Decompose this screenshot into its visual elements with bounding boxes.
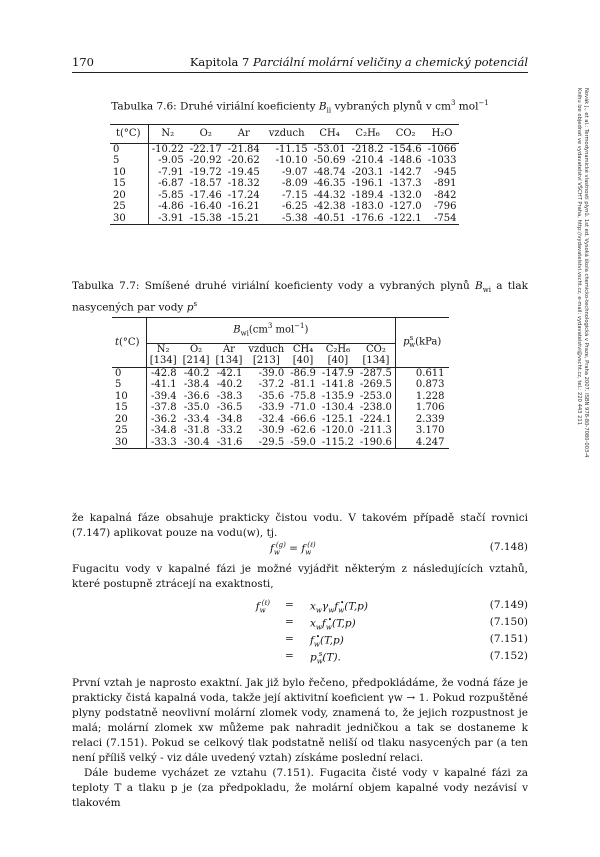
paragraph-2: Fugacitu vody v kapalné fázi je možné vyjádřit některým z následujících vztahů, které postupně ztrácejí na exaktnosti, xyxy=(72,563,528,590)
running-header xyxy=(72,55,528,73)
table-cell: -71.0 xyxy=(290,402,316,414)
table-cell: -125.1 xyxy=(321,413,354,425)
chapter-title: Kapitola 7 Parciální molární veličiny a chemický potenciál xyxy=(189,55,528,69)
t2-group-header: $B_{wi}(cm^3$ mol$^{-1}$) xyxy=(146,318,395,344)
table-cell: -18.57 xyxy=(189,178,222,189)
equation-7-150: = $x_wf_w^•(T,p)$ (7.150) xyxy=(285,616,528,632)
t2-ref-header: [40] xyxy=(327,355,349,367)
table-cell: 2.339 xyxy=(395,414,448,426)
table-cell: 5 xyxy=(110,155,148,167)
t2-ref-header: [213] xyxy=(252,355,280,367)
table-cell: -42.1 xyxy=(216,367,243,379)
table-row xyxy=(112,367,449,379)
table-cell: -7.91 xyxy=(158,166,184,178)
table-cell: -59.0 xyxy=(290,436,316,448)
t2-ref-header: [134] xyxy=(362,355,390,367)
table-cell: -34.8 xyxy=(216,413,243,425)
table-cell: -50.69 xyxy=(313,155,346,166)
eq-number: (7.149) xyxy=(489,599,528,611)
paragraph-1: že kapalná fáze obsahuje prakticky čistou vodu. V takovém případě stačí rovnici (7.147) aplikovat pouze na vodu(w), tj. xyxy=(72,512,528,539)
table-cell: -211.3 xyxy=(359,425,392,437)
table-row xyxy=(112,379,449,391)
table-cell: -122.1 xyxy=(389,212,422,224)
table-row xyxy=(110,213,459,225)
table-cell: -945 xyxy=(434,166,457,178)
equation-7-152: = $p_w^s(T)$. (7.152) xyxy=(285,650,528,666)
t1-col-header: vzduch xyxy=(268,128,305,139)
table-cell: -15.21 xyxy=(227,212,260,224)
table-cell: -754 xyxy=(434,212,457,224)
page-number: 170 xyxy=(72,55,94,69)
table-cell: -224.1 xyxy=(359,413,392,425)
table-cell: -7.15 xyxy=(281,189,308,201)
table-cell: -141.8 xyxy=(321,379,354,391)
table-cell: -31.8 xyxy=(183,425,210,437)
t2-gas-header: N₂ xyxy=(156,343,170,355)
t1-col-header: CH₄ xyxy=(319,128,340,139)
table-7-7 xyxy=(112,317,449,449)
table-cell: 4.247 xyxy=(395,437,448,449)
table-cell: -218.2 xyxy=(351,143,384,155)
table-cell: -38.3 xyxy=(216,390,243,402)
table-cell: -16.40 xyxy=(189,201,222,212)
table-cell: -6.87 xyxy=(158,178,184,189)
table-cell: -86.9 xyxy=(290,367,316,379)
equation-7-148: $f_w^{(g)} = f_w^{(\ell)}$ (7.148) xyxy=(270,541,528,557)
table-cell: -4.86 xyxy=(158,201,184,212)
table-cell: -66.6 xyxy=(290,413,316,425)
table1-caption: Tabulka 7.6: Druhé viriální koeficienty $B_{ii}$ vybraných plynů v $cm^3$ mol$^{-1}$ xyxy=(111,99,489,115)
table-cell: -269.5 xyxy=(359,379,392,391)
t2-ref-header: [40] xyxy=(292,355,314,367)
eq-number: (7.151) xyxy=(489,633,528,645)
table-cell: -38.4 xyxy=(183,379,210,391)
table-cell: -842 xyxy=(434,189,457,201)
table-cell: -127.0 xyxy=(389,201,422,212)
table-cell: -16.21 xyxy=(227,201,260,212)
table-cell: 1.228 xyxy=(395,391,448,403)
table-cell: -22.17 xyxy=(189,143,222,155)
side-note-line-1: Novák J., et al.: Termodynamické vlastnosti plynů. 1st ed. Vysoká škola chemicko-technologická v Praze, Praha 2007. ISBN 978-80-7080-003-4 xyxy=(583,88,589,458)
table-cell: 15 xyxy=(112,402,146,414)
table-cell: -1033 xyxy=(427,155,457,166)
table-cell: -120.0 xyxy=(321,425,354,437)
table-cell: -32.4 xyxy=(258,413,285,425)
table-cell: 5 xyxy=(112,379,146,391)
t2-ref-header: [134] xyxy=(149,355,177,367)
table-cell: 25 xyxy=(112,425,146,437)
table-row xyxy=(110,201,459,213)
table-cell: -35.0 xyxy=(183,402,210,414)
table-cell: 0.611 xyxy=(395,367,448,379)
table-cell: -18.32 xyxy=(227,178,260,189)
table-cell: 30 xyxy=(110,213,148,225)
table-row xyxy=(110,167,459,179)
table-cell: -36.2 xyxy=(150,413,177,425)
table-cell: 0.873 xyxy=(395,379,448,391)
table-cell: 20 xyxy=(110,190,148,202)
table-cell: -115.2 xyxy=(321,436,354,448)
table-cell: -796 xyxy=(434,201,457,212)
paragraph-4: Dále budeme vycházet ze vztahu (7.151). Fugacita čisté vody v kapalné fázi za teploty T a tlaku p je (za předpokladu, že molární objem kapalné vody nezávisí v tlakovém xyxy=(72,767,528,809)
side-note-line-2: Knihu lze objednat ve vydavatelství VŠCHT Praha, http://vydavatelstvi.vscht.cz, e-mail: vydavatelstvi@vscht.cz, tel.: 220 443 211 xyxy=(576,88,582,426)
table-row xyxy=(112,391,449,403)
table-cell: -48.74 xyxy=(313,166,346,178)
table-cell: -36.6 xyxy=(183,390,210,402)
table-cell: 20 xyxy=(112,414,146,426)
table-cell: -46.35 xyxy=(313,178,346,189)
table-cell: -130.4 xyxy=(321,402,354,414)
paragraph-3: První vztah je naprosto exaktní. Jak již bylo řečeno, předpokládáme, že vodná fáze je prakticky čistá kapalná voda, takže její aktivitní koeficient γw → 1. Pokud rozpuštěné plyny podstatně neovlivní molární zlomek vody, znamená to, že jejich rozpustnost je malá; molární zlomek xw můžeme pak nahradit jedničkou a tak se dostaneme k relaci (7.151). Pokud se celkový tlak podstatně neliší od tlaku nasycených par (a ten není příliš velký - viz dále uvedený vztah) získáme poslední relaci. xyxy=(72,677,528,764)
table-row xyxy=(112,402,449,414)
table-cell: -44.32 xyxy=(313,189,346,201)
t2-gas-header: C₂H₆ xyxy=(325,343,351,355)
t1-col-header: Ar xyxy=(237,128,250,139)
table-cell: 10 xyxy=(112,391,146,403)
table-cell: -148.6 xyxy=(389,155,422,166)
table-cell: -3.91 xyxy=(158,212,184,224)
table-cell: -137.3 xyxy=(389,178,422,189)
table-cell: -891 xyxy=(434,178,457,189)
table-cell: -62.6 xyxy=(290,425,316,437)
table-cell: -147.9 xyxy=(321,367,354,379)
t2-gas-header: CO₂ xyxy=(365,343,386,355)
table-row xyxy=(110,143,459,155)
table-cell: -40.51 xyxy=(313,212,346,224)
table-cell: -8.09 xyxy=(281,178,308,189)
table-cell: -33.4 xyxy=(183,413,210,425)
t2-head-t: t(°C) xyxy=(112,318,146,368)
table-cell: -19.45 xyxy=(227,166,260,178)
table-row xyxy=(110,178,459,190)
t2-ref-header: [134] xyxy=(215,355,243,367)
eq-number: (7.148) xyxy=(489,541,528,553)
table-cell: -42.8 xyxy=(150,367,177,379)
table-cell: -132.0 xyxy=(389,189,422,201)
table-cell: -9.07 xyxy=(281,166,308,178)
eq-number: (7.150) xyxy=(489,616,528,628)
table-cell: -36.5 xyxy=(216,402,243,414)
table-cell: 3.170 xyxy=(395,425,448,437)
side-note xyxy=(565,88,595,648)
table-cell: -287.5 xyxy=(359,367,392,379)
table-cell: -20.62 xyxy=(227,155,260,166)
table-cell: 25 xyxy=(110,201,148,213)
table-cell: -17.46 xyxy=(189,189,222,201)
table-cell: -203.1 xyxy=(351,166,384,178)
equation-7-151: = $f_w^•(T,p)$ (7.151) xyxy=(285,633,528,649)
t2-head-psat: $p^s_w(kPa)$ xyxy=(395,318,448,368)
t1-col-header: C₂H₆ xyxy=(355,128,380,139)
table-cell: -39.4 xyxy=(150,390,177,402)
table-cell: -35.6 xyxy=(258,390,285,402)
table-cell: -9.05 xyxy=(158,155,184,166)
table-cell: -189.4 xyxy=(351,189,384,201)
table-row xyxy=(112,414,449,426)
table-cell: -154.6 xyxy=(389,143,422,155)
table-cell: -20.92 xyxy=(189,155,222,166)
table-row xyxy=(112,437,449,449)
table-cell: -210.4 xyxy=(351,155,384,166)
table-cell: -40.2 xyxy=(183,367,210,379)
table-cell: -17.24 xyxy=(227,189,260,201)
table-cell: -81.1 xyxy=(290,379,316,391)
table-cell: -1066 xyxy=(427,143,457,155)
table-cell: -39.0 xyxy=(258,367,285,379)
table-cell: -31.6 xyxy=(216,436,243,448)
t1-col-header: H₂O xyxy=(431,128,453,139)
table-cell: -10.10 xyxy=(275,155,308,166)
table-cell: -37.8 xyxy=(150,402,177,414)
table-cell: -29.5 xyxy=(258,436,285,448)
table-cell: -19.72 xyxy=(189,166,222,178)
table-cell: -40.2 xyxy=(216,379,243,391)
eq-number: (7.152) xyxy=(489,650,528,662)
table-cell: -30.9 xyxy=(258,425,285,437)
table-cell: -30.4 xyxy=(183,436,210,448)
table-cell: -10.22 xyxy=(151,143,184,155)
table-row xyxy=(112,425,449,437)
table-cell: -5.38 xyxy=(281,212,308,224)
table-row xyxy=(110,190,459,202)
table-cell: 1.706 xyxy=(395,402,448,414)
table-cell: -238.0 xyxy=(359,402,392,414)
table-cell: -33.3 xyxy=(150,436,177,448)
table-cell: -253.0 xyxy=(359,390,392,402)
table-cell: -33.2 xyxy=(216,425,243,437)
table-cell: 0 xyxy=(112,367,146,379)
t1-col-header: O₂ xyxy=(199,128,212,139)
table-row xyxy=(110,155,459,167)
table-cell: -6.25 xyxy=(281,201,308,212)
t1-col-header: t(°C) xyxy=(110,125,148,144)
table-cell: 15 xyxy=(110,178,148,190)
table-cell: -75.8 xyxy=(290,390,316,402)
table-cell: 0 xyxy=(110,143,148,155)
t2-ref-header: [214] xyxy=(182,355,210,367)
equation-7-149: $f_w^{(\ell)}$ = $x_w\gamma_wf_w^•(T,p)$ (7.149) xyxy=(255,599,528,615)
table-cell: -142.7 xyxy=(389,166,422,178)
table-7-6 xyxy=(110,124,459,225)
table-cell: -37.2 xyxy=(258,379,285,391)
t2-gas-header: CH₄ xyxy=(292,343,314,355)
t2-gas-header: Ar xyxy=(222,343,235,355)
table-cell: -196.1 xyxy=(351,178,384,189)
t2-gas-header: vzduch xyxy=(248,343,285,355)
table-cell: -53.01 xyxy=(313,143,346,155)
table-cell: 10 xyxy=(110,167,148,179)
table2-caption: Tabulka 7.7: Smíšené druhé viriální koeficienty vody a vybraných plynů $B_{wi}$ a tlak nasycených par vody $p^s$ xyxy=(72,280,529,314)
table-cell: -34.8 xyxy=(150,425,177,437)
table-cell: -33.9 xyxy=(258,402,285,414)
table-cell: -42.38 xyxy=(313,201,346,212)
table-cell: -176.6 xyxy=(351,212,384,224)
table-cell: -41.1 xyxy=(150,379,177,391)
table-cell: -135.9 xyxy=(321,390,354,402)
t2-gas-header: O₂ xyxy=(189,343,203,355)
t1-col-header: N₂ xyxy=(161,128,175,139)
table-cell: -15.38 xyxy=(189,212,222,224)
table-cell: -190.6 xyxy=(359,436,392,448)
t1-col-header: CO₂ xyxy=(395,128,416,139)
table-cell: -183.0 xyxy=(351,201,384,212)
table-cell: 30 xyxy=(112,437,146,449)
table-cell: -5.85 xyxy=(158,189,184,201)
table-cell: -11.15 xyxy=(275,143,308,155)
table-cell: -21.84 xyxy=(227,143,260,155)
